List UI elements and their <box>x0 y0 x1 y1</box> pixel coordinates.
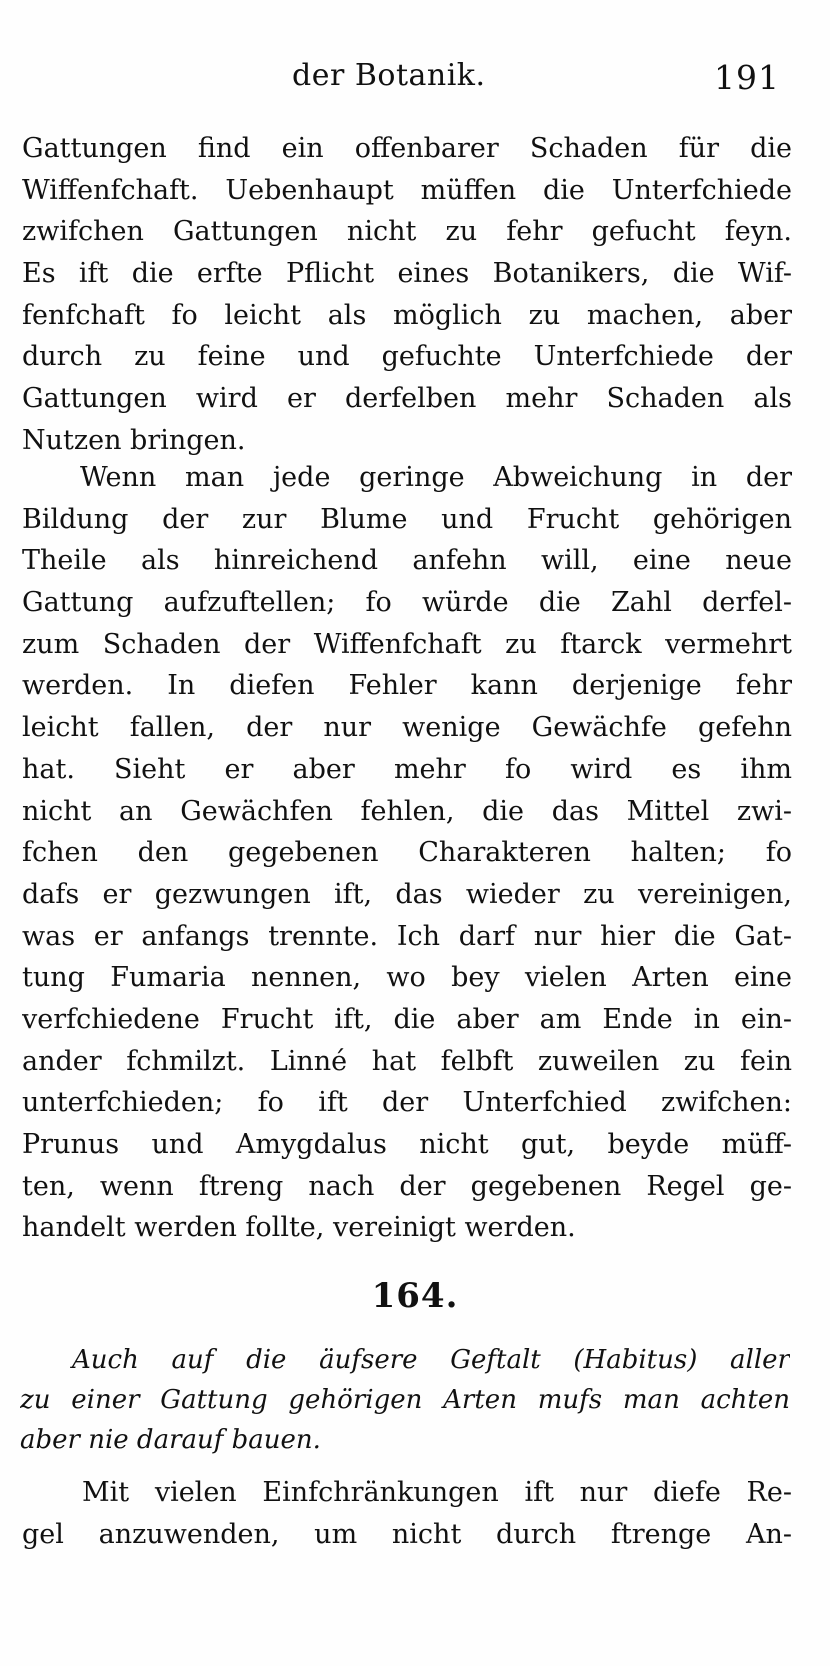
text-line: aber nie darauf bauen. <box>20 1425 321 1455</box>
text-line: werden. In diefen Fehler kann derjenige fehr <box>22 670 792 702</box>
text-line: Theile als hinreichend anfehn will, eine neue <box>22 545 792 577</box>
text-line: hat. Sieht er aber mehr fo wird es ihm <box>22 753 792 785</box>
text-line: zum Schaden der Wiffenfchaft zu ftarck vermehrt <box>22 628 792 660</box>
text-line: ten, wenn ftreng nach der gegebenen Regel ge- <box>22 1170 792 1202</box>
text-line: Gattung aufzuftellen; fo würde die Zahl derfel- <box>22 587 792 619</box>
text-line: durch zu feine und gefuchte Unterfchiede der <box>22 341 792 373</box>
text-line: verfchiedene Frucht ift, die aber am Ende in ein- <box>22 1003 792 1035</box>
section-number: 164. <box>371 1276 459 1316</box>
paragraph-body <box>22 1472 792 1555</box>
text-line: nicht an Gewächfen fehlen, die das Mittel zwi- <box>22 795 792 827</box>
text-line: unterfchieden; fo ift der Unterfchied zwifchen: <box>22 1087 792 1119</box>
text-line: zwifchen Gattungen nicht zu fehr gefucht feyn. <box>22 216 792 248</box>
text-line: gel anzuwenden, um nicht durch ftrenge An- <box>22 1518 792 1550</box>
paragraph-continuation <box>22 128 792 462</box>
text-line: Auch auf die äufsere Geftalt (Habitus) aller <box>72 1345 790 1375</box>
text-line: Mit vielen Einfchränkungen ift nur diefe Re- <box>82 1477 792 1508</box>
running-head <box>0 58 830 106</box>
running-title: der Botanik. <box>292 58 486 93</box>
text-line: dafs er gezwungen ift, das wieder zu vereinigen, <box>22 878 792 910</box>
text-line: Es ift die erfte Pflicht eines Botanikers, die Wif- <box>22 258 792 290</box>
page-number: 191 <box>714 58 780 97</box>
text-line: fchen den gegebenen Charakteren halten; fo <box>22 837 792 869</box>
text-line: Bildung der zur Blume und Frucht gehörigen <box>22 503 792 535</box>
text-line: was er anfangs trennte. Ich darf nur hier die Gat- <box>22 920 792 952</box>
text-line: Wenn man jede geringe Abweichung in der <box>80 462 792 493</box>
text-line: ander fchmilzt. Linné hat felbft zuweilen zu fein <box>22 1045 792 1077</box>
paragraph-body <box>22 457 792 1249</box>
text-line: tung Fumaria nennen, wo bey vielen Arten eine <box>22 962 792 994</box>
text-line: leicht fallen, der nur wenige Gewächfe gefehn <box>22 712 792 744</box>
text-line: Gattungen find ein offenbarer Schaden für die <box>22 133 792 164</box>
rule-statement <box>20 1340 790 1460</box>
text-line: handelt werden follte, vereinigt werden. <box>22 1212 576 1244</box>
text-line: Nutzen bringen. <box>22 424 246 456</box>
text-line: Prunus und Amygdalus nicht gut, beyde müff- <box>22 1129 792 1160</box>
text-line: Wiffenfchaft. Uebenhaupt müffen die Unterfchiede <box>22 174 792 206</box>
text-line: zu einer Gattung gehörigen Arten mufs man achten <box>20 1385 790 1415</box>
text-line: Gattungen wird er derfelben mehr Schaden als <box>22 383 792 415</box>
text-line: fenfchaft fo leicht als möglich zu machen, aber <box>22 299 792 331</box>
